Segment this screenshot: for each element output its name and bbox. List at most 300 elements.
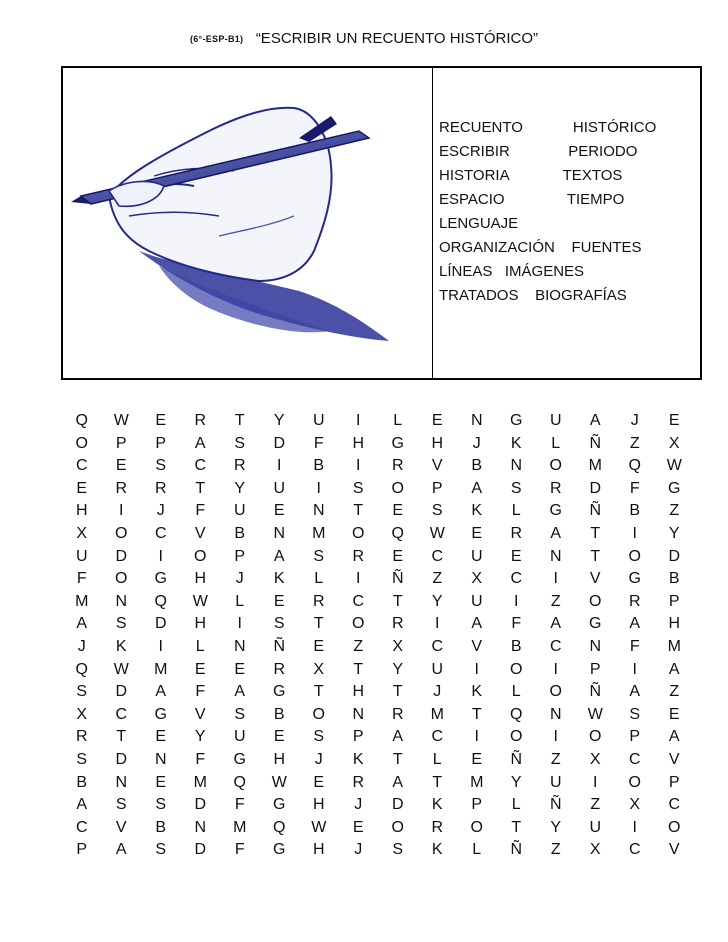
grid-letter[interactable]: S bbox=[510, 479, 522, 497]
grid-letter[interactable]: S bbox=[155, 841, 167, 859]
grid-letter[interactable]: N bbox=[549, 705, 562, 723]
grid-letter[interactable]: L bbox=[314, 570, 324, 588]
grid-letter[interactable]: H bbox=[431, 434, 444, 452]
grid-letter[interactable]: X bbox=[629, 796, 641, 814]
grid-letter[interactable]: P bbox=[431, 479, 443, 497]
grid-letter[interactable]: G bbox=[154, 570, 167, 588]
grid-letter[interactable]: F bbox=[629, 479, 640, 497]
grid-letter[interactable]: W bbox=[113, 660, 129, 678]
grid-letter[interactable]: P bbox=[352, 728, 364, 746]
grid-letter[interactable]: T bbox=[195, 479, 206, 497]
grid-letter[interactable]: X bbox=[589, 750, 601, 768]
grid-letter[interactable]: N bbox=[589, 637, 602, 655]
grid-letter[interactable]: X bbox=[668, 434, 680, 452]
grid-letter[interactable]: L bbox=[195, 637, 205, 655]
grid-letter[interactable]: Z bbox=[550, 750, 561, 768]
grid-letter[interactable]: C bbox=[194, 457, 207, 475]
grid-letter[interactable]: D bbox=[194, 796, 207, 814]
grid-letter[interactable]: E bbox=[668, 412, 680, 429]
grid-letter[interactable]: U bbox=[312, 412, 325, 429]
grid-letter[interactable]: D bbox=[154, 615, 167, 633]
grid-letter[interactable]: D bbox=[115, 683, 128, 701]
grid-letter[interactable]: O bbox=[352, 615, 365, 633]
grid-letter[interactable]: Y bbox=[510, 773, 522, 791]
grid-letter[interactable]: P bbox=[76, 841, 88, 859]
grid-letter[interactable]: T bbox=[313, 615, 324, 633]
grid-letter[interactable]: I bbox=[632, 524, 637, 542]
grid-letter[interactable]: Q bbox=[510, 705, 523, 723]
grid-letter[interactable]: G bbox=[273, 841, 286, 859]
grid-letter[interactable]: C bbox=[628, 750, 641, 768]
grid-letter[interactable]: K bbox=[273, 570, 285, 588]
grid-letter[interactable]: I bbox=[632, 660, 637, 678]
grid-letter[interactable]: V bbox=[471, 637, 483, 655]
grid-letter[interactable]: H bbox=[668, 615, 681, 633]
grid-letter[interactable]: O bbox=[510, 660, 523, 678]
grid-letter[interactable]: J bbox=[314, 750, 323, 768]
grid-letter[interactable]: C bbox=[431, 547, 444, 565]
grid-letter[interactable]: K bbox=[510, 434, 522, 452]
grid-letter[interactable]: D bbox=[273, 434, 286, 452]
grid-letter[interactable]: L bbox=[235, 592, 245, 610]
grid-letter[interactable]: N bbox=[233, 637, 246, 655]
grid-letter[interactable]: P bbox=[668, 592, 680, 610]
grid-letter[interactable]: Y bbox=[431, 592, 443, 610]
grid-letter[interactable]: I bbox=[119, 502, 124, 520]
grid-letter[interactable]: E bbox=[431, 412, 443, 429]
grid-letter[interactable]: N bbox=[352, 705, 365, 723]
grid-letter[interactable]: A bbox=[392, 773, 404, 791]
grid-letter[interactable]: C bbox=[75, 818, 88, 836]
grid-letter[interactable]: A bbox=[471, 479, 483, 497]
grid-letter[interactable]: O bbox=[115, 570, 128, 588]
grid-letter[interactable]: G bbox=[233, 750, 246, 768]
grid-letter[interactable]: B bbox=[471, 457, 483, 475]
grid-letter[interactable]: D bbox=[115, 547, 128, 565]
grid-letter[interactable]: D bbox=[194, 841, 207, 859]
grid-letter[interactable]: U bbox=[589, 818, 602, 836]
grid-letter[interactable]: I bbox=[356, 457, 361, 475]
grid-letter[interactable]: N bbox=[115, 592, 128, 610]
grid-letter[interactable]: H bbox=[194, 570, 207, 588]
grid-letter[interactable]: P bbox=[471, 796, 483, 814]
grid-letter[interactable]: D bbox=[391, 796, 404, 814]
grid-letter[interactable]: Y bbox=[194, 728, 206, 746]
grid-letter[interactable]: A bbox=[629, 615, 641, 633]
grid-letter[interactable]: B bbox=[510, 637, 522, 655]
grid-letter[interactable]: I bbox=[514, 592, 519, 610]
grid-letter[interactable]: S bbox=[76, 683, 88, 701]
grid-letter[interactable]: Ñ bbox=[510, 841, 523, 859]
grid-letter[interactable]: Ñ bbox=[589, 683, 602, 701]
grid-letter[interactable]: E bbox=[155, 412, 167, 429]
grid-letter[interactable]: V bbox=[194, 524, 206, 542]
grid-letter[interactable]: R bbox=[510, 524, 523, 542]
grid-letter[interactable]: Q bbox=[75, 412, 88, 429]
grid-letter[interactable]: O bbox=[589, 728, 602, 746]
grid-letter[interactable]: H bbox=[312, 796, 325, 814]
grid-letter[interactable]: W bbox=[192, 592, 208, 610]
grid-letter[interactable]: I bbox=[553, 570, 558, 588]
grid-letter[interactable]: A bbox=[550, 524, 562, 542]
grid-letter[interactable]: R bbox=[115, 479, 128, 497]
grid-letter[interactable]: R bbox=[194, 412, 207, 429]
grid-letter[interactable]: E bbox=[313, 637, 325, 655]
grid-letter[interactable]: M bbox=[75, 592, 89, 610]
grid-letter[interactable]: I bbox=[316, 479, 321, 497]
grid-letter[interactable]: R bbox=[154, 479, 167, 497]
grid-letter[interactable]: S bbox=[155, 796, 167, 814]
grid-letter[interactable]: S bbox=[392, 841, 404, 859]
grid-letter[interactable]: S bbox=[313, 547, 325, 565]
grid-letter[interactable]: S bbox=[234, 434, 246, 452]
grid-letter[interactable]: O bbox=[391, 479, 404, 497]
grid-letter[interactable]: J bbox=[472, 434, 481, 452]
grid-letter[interactable]: S bbox=[629, 705, 641, 723]
grid-letter[interactable]: Q bbox=[233, 773, 246, 791]
grid-letter[interactable]: M bbox=[470, 773, 484, 791]
grid-letter[interactable]: A bbox=[550, 615, 562, 633]
grid-letter[interactable]: F bbox=[511, 615, 522, 633]
grid-letter[interactable]: B bbox=[234, 524, 246, 542]
grid-letter[interactable]: Z bbox=[353, 637, 364, 655]
grid-letter[interactable]: P bbox=[234, 547, 246, 565]
grid-letter[interactable]: E bbox=[76, 479, 88, 497]
grid-letter[interactable]: T bbox=[116, 728, 127, 746]
grid-letter[interactable]: R bbox=[273, 660, 286, 678]
grid-letter[interactable]: A bbox=[668, 728, 680, 746]
grid-letter[interactable]: C bbox=[154, 524, 167, 542]
grid-letter[interactable]: U bbox=[470, 592, 483, 610]
grid-letter[interactable]: N bbox=[549, 547, 562, 565]
grid-letter[interactable]: R bbox=[628, 592, 641, 610]
grid-letter[interactable]: A bbox=[115, 841, 127, 859]
grid-letter[interactable]: T bbox=[392, 683, 403, 701]
grid-letter[interactable]: G bbox=[510, 412, 523, 429]
grid-letter[interactable]: Z bbox=[550, 841, 561, 859]
grid-letter[interactable]: G bbox=[273, 796, 286, 814]
grid-letter[interactable]: R bbox=[391, 615, 404, 633]
grid-letter[interactable]: Ñ bbox=[589, 502, 602, 520]
grid-letter[interactable]: G bbox=[391, 434, 404, 452]
grid-letter[interactable]: T bbox=[392, 750, 403, 768]
grid-letter[interactable]: A bbox=[76, 615, 88, 633]
grid-letter[interactable]: H bbox=[273, 750, 286, 768]
grid-letter[interactable]: Z bbox=[432, 570, 443, 588]
grid-letter[interactable]: O bbox=[628, 547, 641, 565]
grid-letter[interactable]: Q bbox=[628, 457, 641, 475]
grid-letter[interactable]: I bbox=[158, 547, 163, 565]
grid-letter[interactable]: O bbox=[549, 457, 562, 475]
grid-letter[interactable]: R bbox=[352, 547, 365, 565]
grid-letter[interactable]: F bbox=[629, 637, 640, 655]
grid-letter[interactable]: C bbox=[352, 592, 365, 610]
grid-letter[interactable]: G bbox=[668, 479, 681, 497]
grid-letter[interactable]: E bbox=[273, 502, 285, 520]
grid-letter[interactable]: Z bbox=[629, 434, 640, 452]
grid-letter[interactable]: O bbox=[391, 818, 404, 836]
grid-letter[interactable]: R bbox=[431, 818, 444, 836]
grid-letter[interactable]: U bbox=[549, 773, 562, 791]
grid-letter[interactable]: T bbox=[590, 524, 601, 542]
grid-letter[interactable]: V bbox=[115, 818, 127, 836]
grid-letter[interactable]: C bbox=[628, 841, 641, 859]
grid-letter[interactable]: Y bbox=[668, 524, 680, 542]
grid-letter[interactable]: O bbox=[352, 524, 365, 542]
grid-letter[interactable]: B bbox=[629, 502, 641, 520]
grid-letter[interactable]: A bbox=[273, 547, 285, 565]
grid-letter[interactable]: O bbox=[628, 773, 641, 791]
grid-letter[interactable]: L bbox=[432, 750, 442, 768]
grid-letter[interactable]: U bbox=[470, 547, 483, 565]
grid-letter[interactable]: C bbox=[668, 796, 681, 814]
grid-letter[interactable]: I bbox=[474, 728, 479, 746]
grid-letter[interactable]: A bbox=[76, 796, 88, 814]
grid-letter[interactable]: B bbox=[76, 773, 88, 791]
grid-letter[interactable]: X bbox=[76, 524, 88, 542]
grid-letter[interactable]: S bbox=[273, 615, 285, 633]
grid-letter[interactable]: V bbox=[668, 750, 680, 768]
grid-letter[interactable]: Q bbox=[75, 660, 88, 678]
grid-letter[interactable]: W bbox=[113, 412, 129, 429]
grid-letter[interactable]: B bbox=[273, 705, 285, 723]
grid-letter[interactable]: E bbox=[392, 547, 404, 565]
grid-letter[interactable]: J bbox=[77, 637, 86, 655]
grid-letter[interactable]: H bbox=[194, 615, 207, 633]
grid-letter[interactable]: Y bbox=[392, 660, 404, 678]
grid-letter[interactable]: C bbox=[115, 705, 128, 723]
grid-letter[interactable]: F bbox=[234, 796, 245, 814]
grid-letter[interactable]: I bbox=[553, 728, 558, 746]
grid-letter[interactable]: Q bbox=[154, 592, 167, 610]
grid-letter[interactable]: H bbox=[352, 683, 365, 701]
grid-letter[interactable]: P bbox=[629, 728, 641, 746]
grid-letter[interactable]: U bbox=[273, 479, 286, 497]
grid-letter[interactable]: Y bbox=[273, 412, 285, 429]
grid-letter[interactable]: A bbox=[234, 683, 246, 701]
grid-letter[interactable]: L bbox=[511, 796, 521, 814]
grid-letter[interactable]: W bbox=[666, 457, 682, 475]
grid-letter[interactable]: G bbox=[628, 570, 641, 588]
grid-letter[interactable]: O bbox=[668, 818, 681, 836]
grid-letter[interactable]: K bbox=[352, 750, 364, 768]
grid-letter[interactable]: R bbox=[549, 479, 562, 497]
grid-letter[interactable]: A bbox=[155, 683, 167, 701]
grid-letter[interactable]: E bbox=[273, 728, 285, 746]
grid-letter[interactable]: F bbox=[195, 683, 206, 701]
grid-letter[interactable]: I bbox=[158, 637, 163, 655]
grid-letter[interactable]: N bbox=[470, 412, 483, 429]
grid-letter[interactable]: A bbox=[589, 412, 601, 429]
grid-letter[interactable]: U bbox=[75, 547, 88, 565]
grid-letter[interactable]: A bbox=[392, 728, 404, 746]
grid-letter[interactable]: I bbox=[632, 818, 637, 836]
grid-letter[interactable]: I bbox=[593, 773, 598, 791]
grid-letter[interactable]: U bbox=[549, 412, 562, 429]
grid-letter[interactable]: K bbox=[431, 796, 443, 814]
grid-letter[interactable]: E bbox=[352, 818, 364, 836]
grid-letter[interactable]: I bbox=[474, 660, 479, 678]
grid-letter[interactable]: J bbox=[235, 570, 244, 588]
grid-letter[interactable]: Z bbox=[669, 683, 680, 701]
grid-letter[interactable]: F bbox=[195, 502, 206, 520]
grid-letter[interactable]: W bbox=[429, 524, 445, 542]
grid-letter[interactable]: N bbox=[154, 750, 167, 768]
grid-letter[interactable]: S bbox=[115, 615, 127, 633]
grid-letter[interactable]: N bbox=[510, 457, 523, 475]
grid-letter[interactable]: V bbox=[668, 841, 680, 859]
grid-letter[interactable]: T bbox=[353, 660, 364, 678]
grid-letter[interactable]: V bbox=[589, 570, 601, 588]
grid-letter[interactable]: A bbox=[668, 660, 680, 678]
grid-letter[interactable]: O bbox=[549, 683, 562, 701]
grid-letter[interactable]: M bbox=[154, 660, 168, 678]
grid-letter[interactable]: N bbox=[312, 502, 325, 520]
grid-letter[interactable]: E bbox=[155, 773, 167, 791]
grid-letter[interactable]: B bbox=[668, 570, 680, 588]
grid-letter[interactable]: T bbox=[590, 547, 601, 565]
grid-letter[interactable]: X bbox=[76, 705, 88, 723]
grid-letter[interactable]: V bbox=[194, 705, 206, 723]
grid-letter[interactable]: T bbox=[392, 592, 403, 610]
grid-letter[interactable]: B bbox=[313, 457, 325, 475]
grid-letter[interactable]: E bbox=[155, 728, 167, 746]
grid-letter[interactable]: R bbox=[233, 457, 246, 475]
grid-letter[interactable]: P bbox=[589, 660, 601, 678]
grid-letter[interactable]: K bbox=[431, 841, 443, 859]
grid-letter[interactable]: Y bbox=[234, 479, 246, 497]
grid-letter[interactable]: M bbox=[667, 637, 681, 655]
grid-letter[interactable]: H bbox=[352, 434, 365, 452]
grid-letter[interactable]: U bbox=[431, 660, 444, 678]
grid-letter[interactable]: U bbox=[233, 502, 246, 520]
grid-letter[interactable]: S bbox=[352, 479, 364, 497]
grid-letter[interactable]: C bbox=[549, 637, 562, 655]
grid-letter[interactable]: Ñ bbox=[273, 637, 286, 655]
grid-letter[interactable]: O bbox=[312, 705, 325, 723]
grid-letter[interactable]: J bbox=[354, 796, 363, 814]
grid-letter[interactable]: E bbox=[471, 750, 483, 768]
grid-letter[interactable]: E bbox=[510, 547, 522, 565]
grid-letter[interactable]: F bbox=[313, 434, 324, 452]
grid-letter[interactable]: I bbox=[277, 457, 282, 475]
grid-letter[interactable]: S bbox=[313, 728, 325, 746]
grid-letter[interactable]: C bbox=[431, 637, 444, 655]
grid-letter[interactable]: E bbox=[313, 773, 325, 791]
grid-letter[interactable]: O bbox=[589, 592, 602, 610]
grid-letter[interactable]: J bbox=[630, 412, 639, 429]
grid-letter[interactable]: T bbox=[313, 683, 324, 701]
grid-letter[interactable]: M bbox=[588, 457, 602, 475]
grid-letter[interactable]: R bbox=[312, 592, 325, 610]
grid-letter[interactable]: Ñ bbox=[391, 570, 404, 588]
grid-letter[interactable]: Z bbox=[550, 592, 561, 610]
grid-letter[interactable]: A bbox=[471, 615, 483, 633]
grid-letter[interactable]: E bbox=[668, 705, 680, 723]
grid-letter[interactable]: Z bbox=[669, 502, 680, 520]
grid-letter[interactable]: E bbox=[115, 457, 127, 475]
grid-letter[interactable]: M bbox=[312, 524, 326, 542]
grid-letter[interactable]: Q bbox=[273, 818, 286, 836]
grid-letter[interactable]: L bbox=[393, 412, 403, 429]
grid-letter[interactable]: R bbox=[391, 705, 404, 723]
grid-letter[interactable]: D bbox=[115, 750, 128, 768]
grid-letter[interactable]: P bbox=[155, 434, 167, 452]
grid-letter[interactable]: B bbox=[155, 818, 167, 836]
grid-letter[interactable]: I bbox=[356, 570, 361, 588]
grid-letter[interactable]: S bbox=[76, 750, 88, 768]
grid-letter[interactable]: O bbox=[470, 818, 483, 836]
grid-letter[interactable]: X bbox=[392, 637, 404, 655]
grid-letter[interactable]: E bbox=[392, 502, 404, 520]
grid-letter[interactable]: E bbox=[273, 592, 285, 610]
grid-letter[interactable]: M bbox=[193, 773, 207, 791]
grid-letter[interactable]: Ñ bbox=[549, 796, 562, 814]
grid-letter[interactable]: L bbox=[551, 434, 561, 452]
grid-letter[interactable]: L bbox=[511, 502, 521, 520]
grid-letter[interactable]: O bbox=[75, 434, 88, 452]
grid-letter[interactable]: R bbox=[352, 773, 365, 791]
grid-letter[interactable]: K bbox=[115, 637, 127, 655]
grid-letter[interactable]: J bbox=[433, 683, 442, 701]
grid-letter[interactable]: X bbox=[313, 660, 325, 678]
grid-letter[interactable]: P bbox=[668, 773, 680, 791]
grid-letter[interactable]: W bbox=[311, 818, 327, 836]
grid-letter[interactable]: Q bbox=[391, 524, 404, 542]
grid-letter[interactable]: L bbox=[511, 683, 521, 701]
grid-letter[interactable]: Ñ bbox=[589, 434, 602, 452]
grid-letter[interactable]: R bbox=[75, 728, 88, 746]
grid-letter[interactable]: M bbox=[233, 818, 247, 836]
grid-letter[interactable]: N bbox=[273, 524, 286, 542]
grid-letter[interactable]: K bbox=[471, 683, 483, 701]
grid-letter[interactable]: E bbox=[194, 660, 206, 678]
grid-letter[interactable]: L bbox=[472, 841, 482, 859]
grid-letter[interactable]: J bbox=[354, 841, 363, 859]
grid-letter[interactable]: W bbox=[271, 773, 287, 791]
grid-letter[interactable]: R bbox=[391, 457, 404, 475]
grid-letter[interactable]: O bbox=[510, 728, 523, 746]
grid-letter[interactable]: P bbox=[115, 434, 127, 452]
grid-letter[interactable]: K bbox=[471, 502, 483, 520]
grid-letter[interactable]: C bbox=[75, 457, 88, 475]
grid-letter[interactable]: Y bbox=[550, 818, 562, 836]
grid-letter[interactable]: G bbox=[273, 683, 286, 701]
grid-letter[interactable]: O bbox=[194, 547, 207, 565]
grid-letter[interactable]: T bbox=[353, 502, 364, 520]
grid-letter[interactable]: O bbox=[115, 524, 128, 542]
grid-letter[interactable]: T bbox=[511, 818, 522, 836]
grid-letter[interactable]: J bbox=[156, 502, 165, 520]
grid-letter[interactable]: W bbox=[587, 705, 603, 723]
grid-letter[interactable]: I bbox=[435, 615, 440, 633]
grid-letter[interactable]: T bbox=[432, 773, 443, 791]
grid-letter[interactable]: H bbox=[75, 502, 88, 520]
grid-letter[interactable]: U bbox=[233, 728, 246, 746]
grid-letter[interactable]: S bbox=[431, 502, 443, 520]
grid-letter[interactable]: I bbox=[553, 660, 558, 678]
grid-letter[interactable]: N bbox=[115, 773, 128, 791]
grid-letter[interactable]: T bbox=[234, 412, 245, 429]
grid-letter[interactable]: F bbox=[195, 750, 206, 768]
grid-letter[interactable]: X bbox=[589, 841, 601, 859]
grid-letter[interactable]: A bbox=[629, 683, 641, 701]
grid-letter[interactable]: S bbox=[155, 457, 167, 475]
grid-letter[interactable]: S bbox=[115, 796, 127, 814]
grid-letter[interactable]: E bbox=[471, 524, 483, 542]
grid-letter[interactable]: D bbox=[589, 479, 602, 497]
grid-letter[interactable]: M bbox=[430, 705, 444, 723]
